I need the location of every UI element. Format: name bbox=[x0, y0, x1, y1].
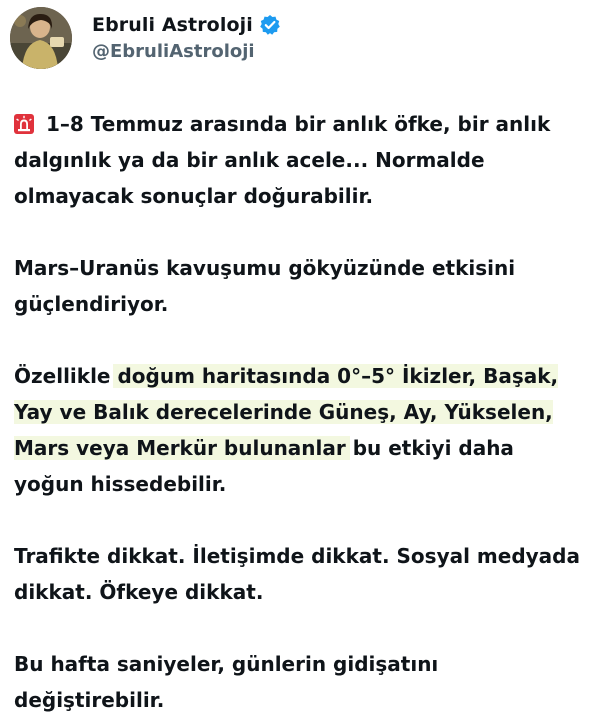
author-handle[interactable]: @EbruliAstroloji bbox=[92, 41, 255, 62]
author-names bbox=[92, 11, 281, 65]
tweet-header bbox=[10, 6, 281, 70]
emergency-light-icon bbox=[14, 109, 34, 129]
paragraph-3-lead: Özellikle bbox=[14, 364, 118, 388]
paragraph-3-tail: bu etkiyi daha yoğun hissedebilir. bbox=[14, 436, 514, 496]
tweet-paragraph-2: Mars–Uranüs kavuşumu gökyüzünde etkisini güçlendiriyor. bbox=[14, 256, 516, 316]
display-name-row bbox=[92, 11, 281, 39]
verified-badge-icon[interactable] bbox=[259, 14, 281, 36]
tweet-paragraph-4: Trafikte dikkat. İletişimde dikkat. Sosyal medyada dikkat. Öfkeye dikkat. bbox=[14, 544, 580, 604]
author-avatar[interactable] bbox=[10, 7, 72, 69]
profile-photo-icon bbox=[10, 7, 72, 69]
author-display-name[interactable]: Ebruli Astroloji bbox=[92, 14, 253, 36]
tweet-body bbox=[14, 106, 590, 718]
tweet-paragraph-5: Bu hafta saniyeler, günlerin gidişatını değiştirebilir. bbox=[14, 652, 439, 712]
paragraph-1-text: 1–8 Temmuz arasında bir anlık öfke, bir anlık dalgınlık ya da bir anlık acele... Normalde olmayacak sonuçlar doğurabilir. bbox=[14, 112, 551, 208]
highlighted-text: doğum haritasında 0°–5° İkizler, Başak, Yay ve Balık derecelerinde Güneş, Ay, Yükselen, Mars veya Merkür bulunanlar bbox=[14, 364, 559, 460]
tweet-paragraph-3 bbox=[14, 358, 590, 502]
tweet-paragraph-1 bbox=[14, 106, 590, 214]
